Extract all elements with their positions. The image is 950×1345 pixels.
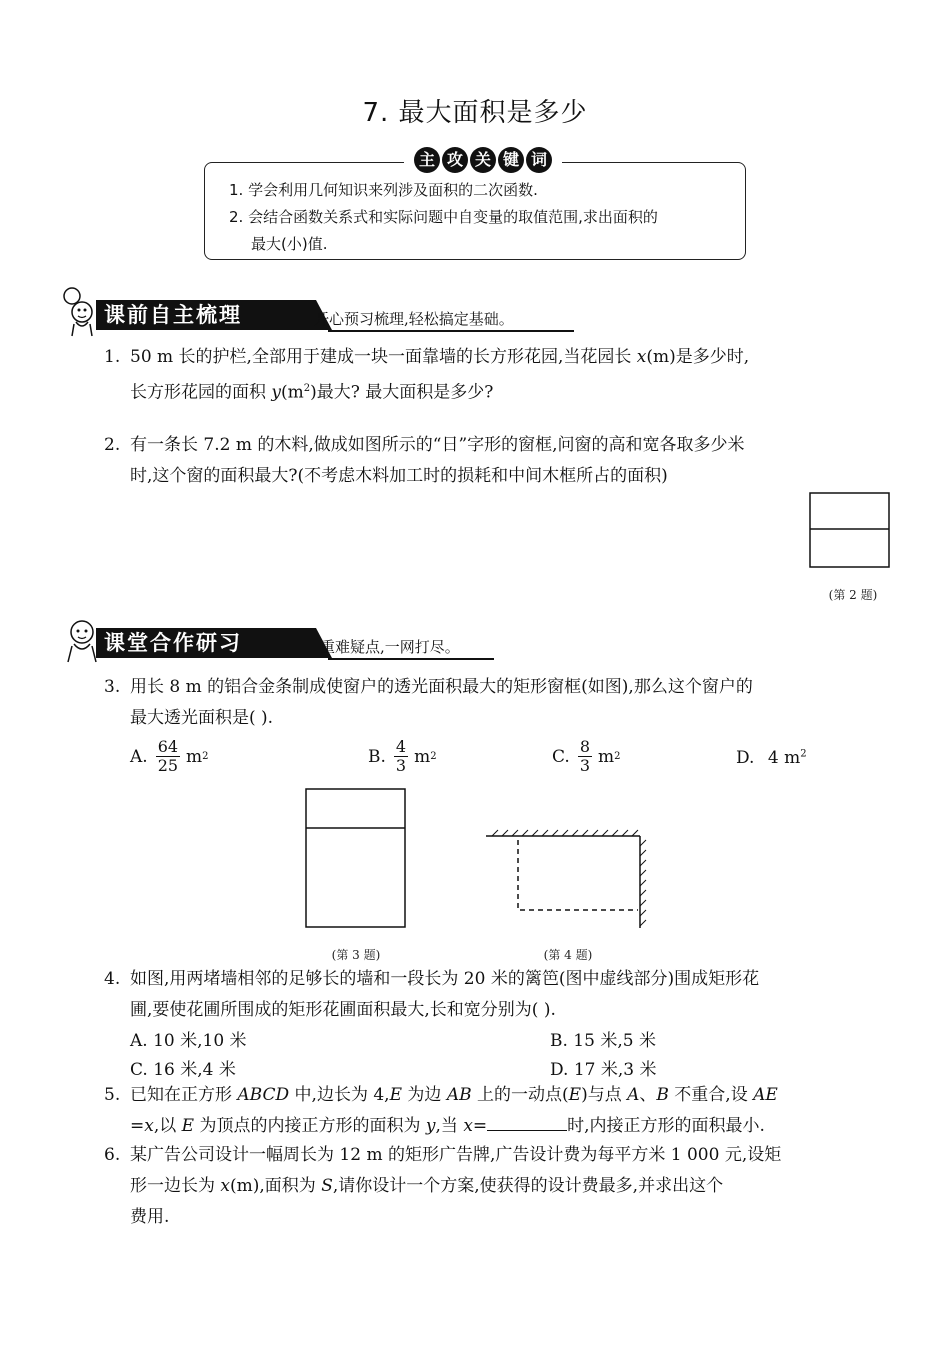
q6-text: 某广告公司设计一幅周长为 12 m 的矩形广告牌,广告设计费为每平方米 1 000 元,设矩 (130, 1145, 782, 1165)
q5-text: ,以 (153, 1116, 182, 1136)
section-heading: 课堂合作研习 (96, 628, 310, 658)
q5-text: 时,内接正方形的面积最小. (567, 1116, 765, 1136)
key-label-char: 主 (414, 147, 440, 173)
q6-text: (m),面积为 (230, 1176, 322, 1196)
unit: m (598, 746, 615, 767)
q5-text: = (472, 1116, 488, 1136)
page-title: 7. 最大面积是多少 (362, 98, 588, 128)
q1-sup: 2 (303, 383, 311, 394)
q1-text: (m)是多少时, (646, 347, 750, 367)
q5-var: E (181, 1116, 195, 1136)
q5-text: 为边 (402, 1085, 447, 1105)
q3-caption: (第 3 题) (331, 948, 381, 962)
q4-options-row-1 (104, 1026, 904, 1055)
section-heading: 课前自主梳理 (96, 300, 310, 330)
option-label: B. (368, 746, 386, 767)
q2-text: 时,这个窗的面积最大?(不考虑木料加工时的损耗和中间木框所占的面积) (130, 466, 668, 486)
section-banner-preview (58, 300, 578, 338)
answer-blank[interactable] (487, 1112, 567, 1131)
numerator: 64 (157, 737, 179, 756)
question-4 (104, 964, 904, 1084)
option-d (736, 748, 807, 768)
key-label-char: 键 (498, 147, 524, 173)
denominator: 3 (395, 756, 407, 775)
q5-text: )与点 (581, 1085, 628, 1105)
option-label: D. (736, 748, 755, 768)
option-label: A. (130, 746, 148, 767)
q2-caption: (第 2 题) (828, 588, 878, 602)
key-label-char: 攻 (442, 147, 468, 173)
question-5 (104, 1080, 904, 1142)
q5-text: 为顶点的内接正方形的面积为 (194, 1116, 426, 1136)
q4-caption: (第 4 题) (543, 948, 593, 962)
option-d: D. 17 米,3 米 (550, 1060, 657, 1080)
unit-sup: 2 (430, 751, 437, 762)
q1-text: (m (281, 382, 304, 403)
unit-sup: 2 (800, 748, 807, 760)
q6-var: x (220, 1176, 230, 1196)
unit-sup: 2 (614, 751, 621, 762)
q3-options (130, 738, 830, 782)
fraction (578, 738, 592, 775)
q6-text: ,请你设计一个方案,使获得的设计费最多,并求出这个 (332, 1176, 724, 1196)
question-number: 4. (104, 969, 121, 989)
q4-text: 圃,要使花圃所围成的矩形花圃面积最大,长和宽分别为( ). (130, 1000, 556, 1020)
unit: m (186, 746, 203, 767)
q5-var: ABCD (237, 1085, 290, 1105)
denominator: 3 (579, 756, 590, 775)
q5-text: 中,边长为 4, (289, 1085, 390, 1105)
question-number: 5. (104, 1085, 121, 1105)
unit-sup: 2 (202, 751, 209, 762)
option-a (130, 738, 209, 775)
question-number: 3. (104, 677, 121, 697)
unit: m (414, 746, 431, 767)
q2-window-figure (808, 492, 892, 570)
option-c (552, 738, 621, 775)
q3-text: 用长 8 m 的铝合金条制成使窗户的透光面积最大的矩形窗框(如图),那么这个窗户的 (130, 677, 753, 697)
question-3 (104, 672, 904, 734)
q1-var-y: y (271, 382, 282, 403)
numerator: 4 (395, 737, 407, 756)
banner-underline (328, 658, 494, 660)
q5-var: x (463, 1116, 473, 1136)
key-label-char: 关 (470, 147, 496, 173)
q5-var: y (425, 1116, 436, 1136)
key-point-1: 1. 学会利用几何知识来列涉及面积的二次函数. (229, 181, 538, 199)
option-b: B. 15 米,5 米 (550, 1031, 656, 1051)
key-point-2-cont: 最大(小)值. (251, 235, 328, 253)
q1-text: 50 m 长的护栏,全部用于建成一块一面靠墙的长方形花园,当花园长 (130, 347, 637, 367)
section-banner-class (58, 628, 498, 666)
q5-text: 上的一动点( (471, 1085, 569, 1105)
q5-var: E (568, 1085, 582, 1105)
option-text: 4 m (767, 748, 801, 768)
q1-text: 长方形花园的面积 (130, 382, 272, 403)
q3-text: 最大透光面积是( ). (130, 708, 274, 728)
key-label-char: 词 (526, 147, 552, 173)
q5-var: B (656, 1085, 669, 1105)
q4-walls-figure (484, 828, 648, 930)
q5-var: AE (753, 1085, 778, 1105)
q5-var: AB (446, 1085, 472, 1105)
q1-var-x: x (636, 347, 647, 367)
option-b (368, 738, 437, 775)
denominator: 25 (157, 756, 179, 775)
option-c: C. 16 米,4 米 (130, 1060, 236, 1080)
q1-text: )最大? 最大面积是多少? (310, 382, 494, 403)
q5-text: ,当 (435, 1116, 464, 1136)
numerator: 8 (579, 737, 590, 756)
q6-var: S (321, 1176, 333, 1196)
banner-underline (328, 330, 574, 332)
q4-text: 如图,用两堵墙相邻的足够长的墙和一段长为 20 米的篱笆(图中虚线部分)围成矩形花 (130, 969, 760, 989)
q5-text: 已知在正方形 (130, 1085, 238, 1105)
fraction (156, 738, 180, 775)
question-number: 2. (104, 435, 121, 455)
q5-text: = (130, 1116, 145, 1136)
fraction (394, 738, 408, 775)
q5-text: 、 (639, 1085, 657, 1105)
section-subtitle: 重难疑点,一网打尽。 (320, 638, 460, 656)
q5-var: x (144, 1116, 154, 1136)
q3-window-figure (304, 788, 408, 930)
key-point-2: 2. 会结合函数关系式和实际问题中自变量的取值范围,求出面积的 (229, 208, 658, 226)
question-number: 6. (104, 1145, 121, 1165)
q5-var: E (389, 1085, 402, 1105)
option-a: A. 10 米,10 米 (130, 1031, 247, 1051)
question-6 (104, 1140, 904, 1233)
section-subtitle: 开心预习梳理,轻松搞定基础。 (314, 310, 514, 328)
key-points-label (404, 146, 562, 174)
question-2 (104, 430, 904, 492)
option-label: C. (552, 746, 570, 767)
q5-var: A (627, 1085, 640, 1105)
question-number: 1. (104, 347, 121, 367)
question-1 (104, 342, 904, 409)
q2-text: 有一条长 7.2 m 的木料,做成如图所示的“日”字形的窗框,问窗的高和宽各取多少米 (130, 435, 745, 455)
key-points-box (204, 162, 746, 260)
q6-text: 费用. (130, 1207, 170, 1227)
q6-text: 形一边长为 (130, 1176, 221, 1196)
q5-text: 不重合,设 (668, 1085, 754, 1105)
